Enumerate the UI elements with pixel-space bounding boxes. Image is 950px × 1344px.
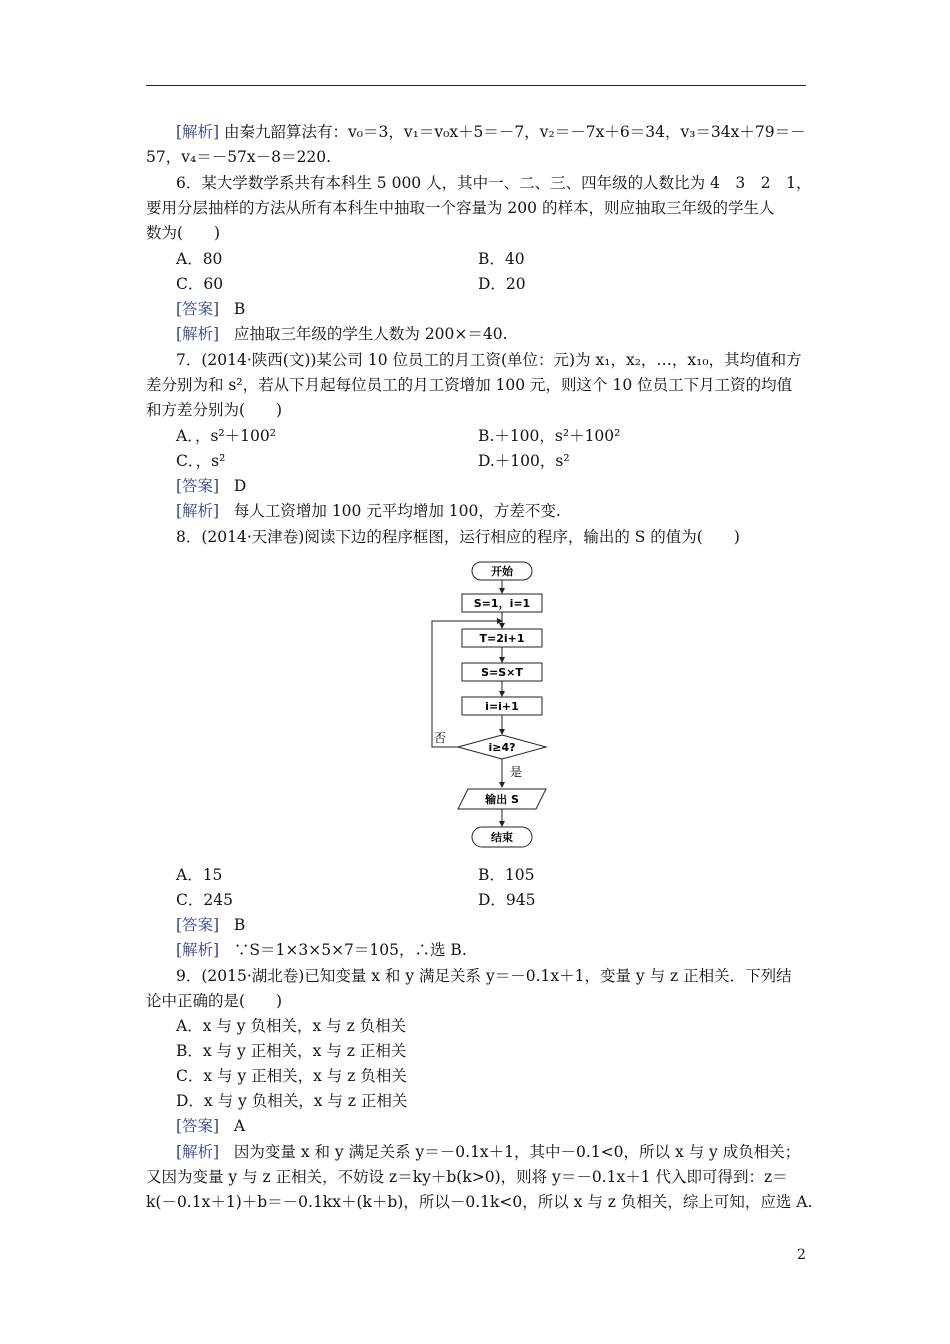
q6-option-d: D．20	[478, 275, 526, 293]
answer-tag: [答案]	[176, 300, 220, 318]
flow-end-label: 结束	[491, 831, 513, 844]
answer-tag: [答案]	[176, 477, 220, 495]
q8-option-a: A．15	[176, 866, 223, 884]
flow-i-label: i=i+1	[485, 700, 519, 713]
q8-stem-line1: 8．(2014·天津卷)阅读下边的程序框图，运行相应的程序，输出的 S 的值为( )	[176, 528, 740, 546]
q7-answer-value: D	[233, 477, 247, 495]
q5-explanation-text: 由秦九韶算法有：v₀＝3，v₁＝v₀x＋5＝－7，v₂＝－7x＋6＝34，v₃＝34x＋79＝－	[224, 123, 806, 141]
q5-explanation-line2: 57，v₄＝－57x－8＝220.	[146, 148, 332, 166]
q7-explanation	[176, 500, 561, 522]
q7-explanation-text: 每人工资增加 100 元平均增加 100，方差不变.	[233, 502, 561, 520]
answer-tag: [答案]	[176, 1117, 220, 1135]
flow-s-label: S=S×T	[481, 666, 523, 679]
explanation-tag: [解析]	[176, 325, 220, 343]
q8-answer-value: B	[233, 916, 246, 934]
header-rule	[146, 85, 806, 86]
flow-yes-label: 是	[510, 765, 523, 779]
q6-option-c: C．60	[176, 275, 224, 293]
explanation-tag: [解析]	[176, 123, 220, 141]
q7-option-c: C．，s²	[176, 452, 226, 470]
q8-explanation	[176, 939, 467, 961]
q7-answer	[176, 475, 246, 497]
q7-option-a: A．，s²＋100²	[176, 427, 276, 445]
q9-explanation-text: 因为变量 x 和 y 满足关系 y＝－0.1x＋1，其中－0.1<0，所以 x 与 y 成负相关；	[233, 1143, 801, 1161]
q6-stem-line2: 要用分层抽样的方法从所有本科生中抽取一个容量为 200 的样本，则应抽取三年级的学生人	[146, 199, 775, 217]
q9-option-b: B．x 与 y 正相关，x 与 z 正相关	[176, 1042, 407, 1060]
q7-stem-line3: 和方差分别为( )	[146, 401, 283, 419]
q7-stem-line2: 差分别为和 s²，若从下月起每位员工的月工资增加 100 元，则这个 10 位员工下月工资的均值	[146, 376, 793, 394]
flow-condition-label: i≥4?	[488, 741, 516, 754]
q7-option-d: D.＋100，s²	[478, 452, 570, 470]
flow-init-label: S=1，i=1	[473, 597, 531, 610]
flow-no-label: 否	[434, 731, 447, 745]
q6-explanation	[176, 323, 508, 345]
q9-answer-value: A	[233, 1117, 246, 1135]
q9-explanation-line3: k(－0.1x＋1)＋b＝－0.1kx＋(k＋b)，所以－0.1k<0，所以 x 与 z 负相关，综上可知，应选 A.	[146, 1193, 813, 1211]
q7-stem-line1: 7．(2014·陕西(文))某公司 10 位员工的月工资(单位：元)为 x₁，x₂，…，x₁₀，其均值和方	[176, 351, 802, 369]
explanation-tag: [解析]	[176, 1143, 220, 1161]
q6-stem-line3: 数为( )	[146, 224, 221, 242]
q9-stem-line2: 论中正确的是( )	[146, 992, 283, 1010]
q7-option-b: B.＋100，s²＋100²	[478, 427, 621, 445]
q8-answer	[176, 914, 245, 936]
flow-t-label: T=2i+1	[479, 632, 525, 645]
q6-option-a: A．80	[176, 250, 223, 268]
q6-explanation-text: 应抽取三年级的学生人数为 200×＝40.	[233, 325, 508, 343]
q6-stem-line1: 6．某大学数学系共有本科生 5 000 人，其中一、二、三、四年级的人数比为 4 3 2 1，	[176, 174, 812, 192]
q9-explanation-line2: 又因为变量 y 与 z 正相关，不妨设 z＝ky＋b(k>0)，则将 y＝－0.1x＋1 代入即可得到：z＝	[146, 1168, 788, 1186]
q9-answer	[176, 1115, 245, 1137]
q8-option-c: C．245	[176, 891, 233, 909]
answer-tag: [答案]	[176, 916, 220, 934]
q9-stem-line1: 9．(2015·湖北卷)已知变量 x 和 y 满足关系 y＝－0.1x＋1，变量 y 与 z 正相关．下列结	[176, 967, 792, 985]
q8-explanation-text: ∵S＝1×3×5×7＝105，∴选 B.	[233, 941, 467, 959]
q8-option-b: B．105	[478, 866, 535, 884]
q6-answer-value: B	[233, 300, 246, 318]
q6-answer	[176, 298, 245, 320]
q6-option-b: B．40	[478, 250, 525, 268]
q9-option-d: D．x 与 y 负相关，x 与 z 正相关	[176, 1092, 408, 1110]
q9-explanation-line1	[176, 1141, 800, 1163]
page-number: 2	[797, 1247, 806, 1263]
explanation-tag: [解析]	[176, 941, 220, 959]
flowchart	[420, 558, 560, 853]
explanation-tag: [解析]	[176, 502, 220, 520]
flow-start-label: 开始	[491, 565, 513, 578]
q5-explanation-line1	[176, 121, 806, 143]
q8-option-d: D．945	[478, 891, 536, 909]
q9-option-c: C．x 与 y 正相关，x 与 z 负相关	[176, 1067, 407, 1085]
flow-output-label: 输出 S	[485, 793, 519, 806]
q9-option-a: A．x 与 y 负相关，x 与 z 负相关	[176, 1017, 407, 1035]
